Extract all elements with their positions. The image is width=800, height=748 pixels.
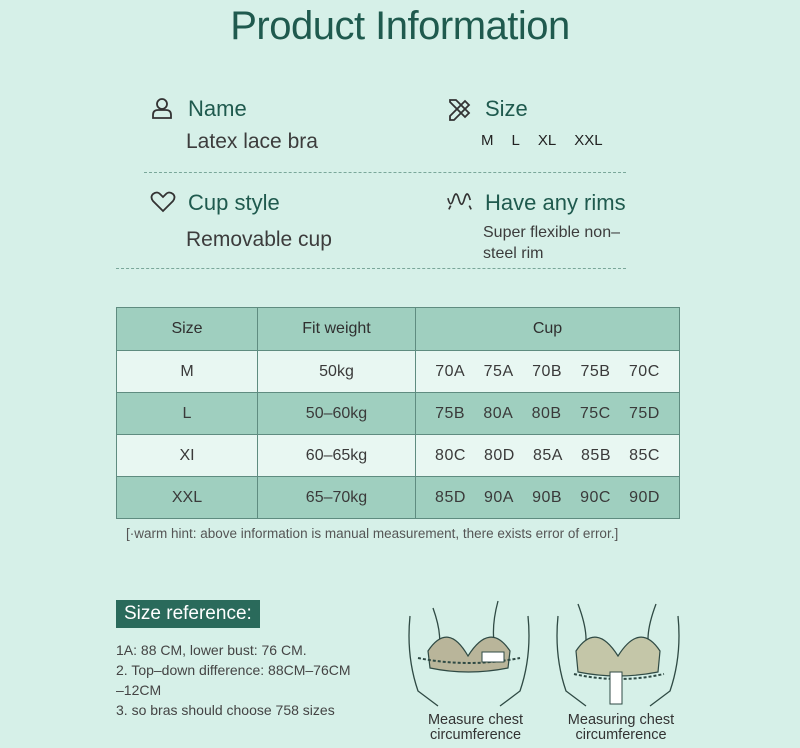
table-row [117,435,680,477]
bra-measure-illustration [398,596,688,716]
ruler-pencil-icon [447,96,473,122]
info-rims [447,190,626,264]
heart-icon [150,190,176,216]
warm-hint: [·warm hint: above information is manual measurement, there exists error of error.] [126,526,619,541]
cup-value: 70B [532,362,563,380]
cup-value: 85C [629,446,660,464]
cup-value: 90B [532,488,563,506]
cup-value: 85D [435,488,466,506]
cup-value: 80B [531,404,562,422]
reference-line: 2. Top–down difference: 88CM–76CM [116,662,351,678]
reference-line: –12CM [116,682,162,698]
table-row [117,393,680,435]
row-size: XXL [117,477,258,519]
table-header-row [117,308,680,351]
size-option: L [511,132,520,149]
reference-line: 3. so bras should choose 758 sizes [116,702,335,718]
reference-line: 1A: 88 CM, lower bust: 76 CM. [116,642,307,658]
wave-icon [447,190,473,216]
name-label: Name [188,96,247,121]
row-weight: 65–70kg [258,477,416,519]
table-row [117,477,680,519]
size-table [116,307,680,519]
row-weight: 50kg [258,351,416,393]
size-option: M [481,132,494,149]
divider [144,172,626,173]
page-title: Product Information [230,4,570,48]
rims-value-line1: Super flexible non– [483,224,620,241]
row-size: M [117,351,258,393]
header-fit-weight: Fit weight [258,308,416,351]
cup-value: 75D [628,404,660,422]
rims-label: Have any rims [485,190,626,215]
row-size: L [117,393,258,435]
cup-value: 75B [435,404,466,422]
cup-value: 85B [581,446,611,464]
size-option: XXL [574,132,603,149]
size-label: Size [485,96,528,121]
size-reference-lines [116,640,351,720]
cup-value: 80C [435,446,466,464]
rims-value-line2: steel rim [483,245,544,262]
info-name [150,96,318,154]
cup-value: 90D [629,488,660,506]
measurement-illustrations [398,596,688,748]
row-weight: 60–65kg [258,435,416,477]
cup-value: 70C [628,362,660,380]
table-row [117,351,680,393]
size-reference-badge: Size reference: [116,600,260,628]
person-icon [150,96,176,122]
cup-style-value: Removable cup [186,228,332,251]
cup-value: 90C [580,488,611,506]
divider [116,268,626,269]
cup-value: 80D [484,446,515,464]
size-option: XL [537,132,557,149]
left-caption-line1: Measure chest [427,712,524,728]
left-caption-line2: circumference [429,727,522,743]
row-weight: 50–60kg [258,393,416,435]
info-cup-style [150,190,332,252]
size-list [481,132,603,149]
cup-value: 85A [532,446,563,464]
header-cup: Cup [416,308,680,351]
info-size [447,96,603,149]
cup-style-label: Cup style [188,190,280,215]
cup-value: 80A [483,404,514,422]
right-caption-line1: Measuring chest [567,712,675,728]
cup-value: 75C [579,404,611,422]
right-caption-line2: circumference [575,727,667,743]
cup-value: 70A [435,362,466,380]
cup-value: 75A [483,362,514,380]
cup-value: 75B [580,362,611,380]
cup-value: 90A [484,488,514,506]
row-size: XI [117,435,258,477]
header-size: Size [117,308,258,351]
name-value: Latex lace bra [186,130,318,153]
